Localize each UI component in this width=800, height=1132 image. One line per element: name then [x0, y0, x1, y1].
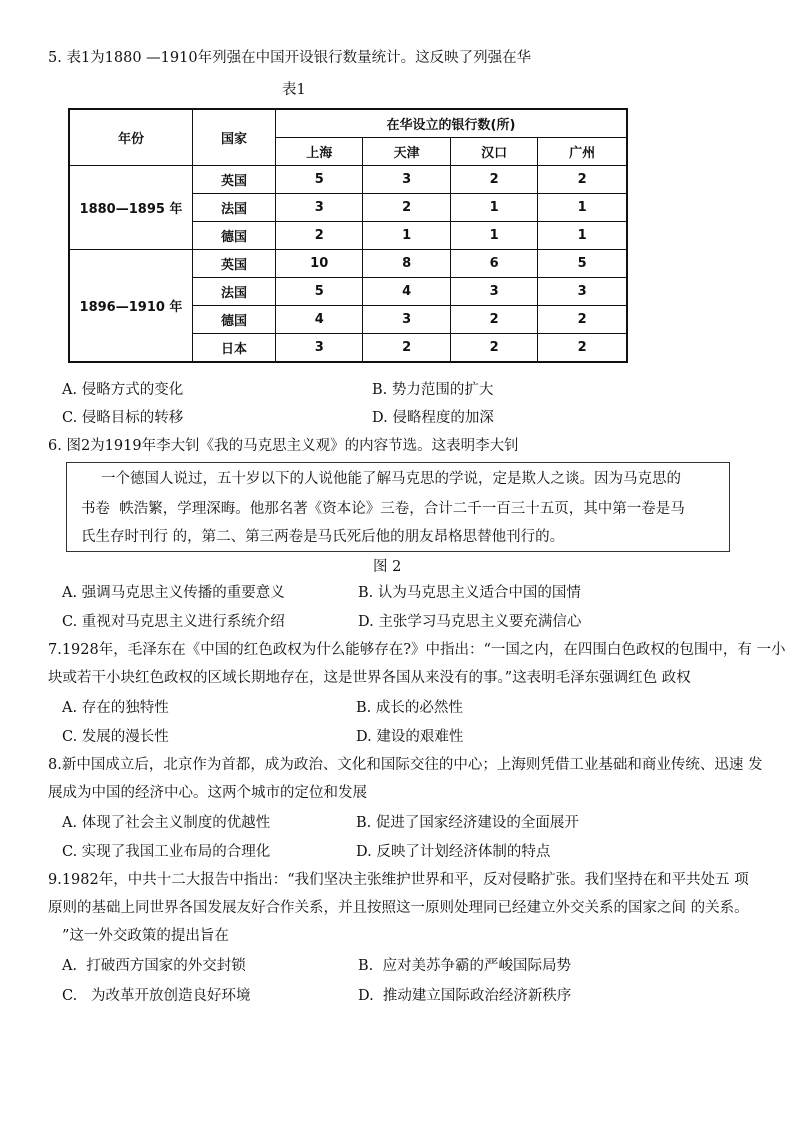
country-cell: 英国 [193, 250, 276, 278]
q9-option-d[interactable]: D. 推动建立国际政治经济新秩序 [358, 988, 572, 1004]
header-city: 广州 [538, 138, 627, 166]
bank-count-cell: 2 [538, 334, 627, 363]
quote-line: 一个德国人说过，五十岁以下的人说他能了解马克思的学说，定是欺人之谈。因为马克思的 [101, 471, 681, 487]
bank-count-cell: 2 [450, 166, 537, 194]
quote-box [66, 462, 730, 552]
bank-count-cell: 5 [538, 250, 627, 278]
bank-count-cell: 3 [276, 334, 363, 363]
country-cell: 法国 [193, 194, 276, 222]
bank-count-cell: 1 [363, 222, 450, 250]
table-caption: 表1 [282, 82, 306, 98]
quote-line: 书卷 帙浩繁，学理深晦。他那名著《资本论》三卷，合计二千一百三十五页，其中第一卷是马 [81, 501, 685, 517]
q8-option-a[interactable]: A. 体现了社会主义制度的优越性 [62, 815, 271, 831]
period-cell: 1880—1895 年 [69, 166, 193, 250]
q9-option-b[interactable]: B. 应对美苏争霸的严峻国际局势 [358, 958, 571, 974]
country-cell: 日本 [193, 334, 276, 363]
header-year: 年份 [69, 109, 193, 166]
table-row [69, 166, 627, 194]
q9-stem-line: 9.1982年，中共十二大报告中指出：“我们坚决主张维护世界和平，反对侵略扩张。我们坚持在和平共处五 项 [48, 872, 749, 888]
q9-option-a[interactable]: A. 打破西方国家的外交封锁 [62, 958, 246, 974]
q8-option-b[interactable]: B. 促进了国家经济建设的全面展开 [356, 815, 579, 831]
q7-stem-line: 7.1928年，毛泽东在《中国的红色政权为什么能够存在?》中指出：“一国之内，在四围白色政权的包围中，有 一小 [48, 642, 786, 658]
period-cell: 1896—1910 年 [69, 250, 193, 363]
quote-line: 氏生存时刊行 的，第二、第三两卷是马氏死后他的朋友昂格思替他刊行的。 [81, 529, 565, 545]
bank-count-cell: 10 [276, 250, 363, 278]
q7-stem-line: 块或若干小块红色政权的区域长期地存在，这是世界各国从来没有的事。”这表明毛泽东强调红色 政权 [48, 670, 691, 686]
q5-stem: 5. 表1为1880 —1910年列强在中国开设银行数量统计。这反映了列强在华 [48, 50, 532, 66]
bank-count-cell: 2 [450, 334, 537, 363]
q8-stem-line: 展成为中国的经济中心。这两个城市的定位和发展 [48, 785, 367, 801]
bank-count-cell: 6 [450, 250, 537, 278]
bank-count-cell: 2 [538, 166, 627, 194]
bank-count-cell: 4 [363, 278, 450, 306]
q6-stem: 6. 图2为1919年李大钊《我的马克思主义观》的内容节选。这表明李大钊 [48, 438, 519, 454]
q7-option-a[interactable]: A. 存在的独特性 [62, 700, 169, 716]
bank-count-cell: 3 [363, 166, 450, 194]
q8-option-d[interactable]: D. 反映了计划经济体制的特点 [356, 844, 551, 860]
bank-count-cell: 2 [538, 306, 627, 334]
bank-count-cell: 3 [363, 306, 450, 334]
header-country: 国家 [193, 109, 276, 166]
bank-count-cell: 3 [538, 278, 627, 306]
q5-option-a[interactable]: A. 侵略方式的变化 [62, 382, 184, 398]
bank-count-cell: 2 [363, 334, 450, 363]
q7-option-c[interactable]: C. 发展的漫长性 [62, 729, 169, 745]
bank-count-cell: 1 [538, 194, 627, 222]
bank-count-cell: 2 [363, 194, 450, 222]
q5-option-b[interactable]: B. 势力范围的扩大 [372, 382, 494, 398]
bank-count-cell: 1 [538, 222, 627, 250]
bank-count-cell: 3 [450, 278, 537, 306]
q5-option-d[interactable]: D. 侵略程度的加深 [372, 410, 494, 426]
q8-stem-line: 8.新中国成立后，北京作为首都，成为政治、文化和国际交往的中心；上海则凭借工业基础和商业传统、迅速 发 [48, 757, 763, 773]
country-cell: 德国 [193, 306, 276, 334]
country-cell: 法国 [193, 278, 276, 306]
header-city: 天津 [363, 138, 450, 166]
q8-option-c[interactable]: C. 实现了我国工业布局的合理化 [62, 844, 271, 860]
table-row [69, 250, 627, 278]
bank-count-cell: 5 [276, 278, 363, 306]
bank-count-cell: 3 [276, 194, 363, 222]
header-city: 汉口 [450, 138, 537, 166]
q7-option-d[interactable]: D. 建设的艰难性 [356, 729, 464, 745]
bank-count-cell: 1 [450, 222, 537, 250]
country-cell: 英国 [193, 166, 276, 194]
country-cell: 德国 [193, 222, 276, 250]
q6-option-c[interactable]: C. 重视对马克思主义进行系统介绍 [62, 614, 285, 630]
bank-count-cell: 4 [276, 306, 363, 334]
header-bank-count: 在华设立的银行数(所) [276, 109, 628, 138]
bank-count-cell: 5 [276, 166, 363, 194]
bank-count-cell: 2 [450, 306, 537, 334]
q6-option-a[interactable]: A. 强调马克思主义传播的重要意义 [62, 585, 285, 601]
bank-count-cell: 2 [276, 222, 363, 250]
figure-caption: 图 2 [373, 559, 402, 575]
q7-option-b[interactable]: B. 成长的必然性 [356, 700, 463, 716]
q5-option-c[interactable]: C. 侵略目标的转移 [62, 410, 184, 426]
q6-option-d[interactable]: D. 主张学习马克思主义要充满信心 [358, 614, 582, 630]
bank-count-cell: 8 [363, 250, 450, 278]
q9-stem-line: 原则的基础上同世界各国发展友好合作关系，并且按照这一原则处理同已经建立外交关系的国家之间 的关系。 [48, 900, 749, 916]
q6-option-b[interactable]: B. 认为马克思主义适合中国的国情 [358, 585, 581, 601]
header-city: 上海 [276, 138, 363, 166]
bank-table [68, 108, 628, 363]
q9-option-c[interactable]: C. 为改革开放创造良好环境 [62, 988, 251, 1004]
q9-stem-line: ”这一外交政策的提出旨在 [62, 928, 229, 944]
bank-count-cell: 1 [450, 194, 537, 222]
